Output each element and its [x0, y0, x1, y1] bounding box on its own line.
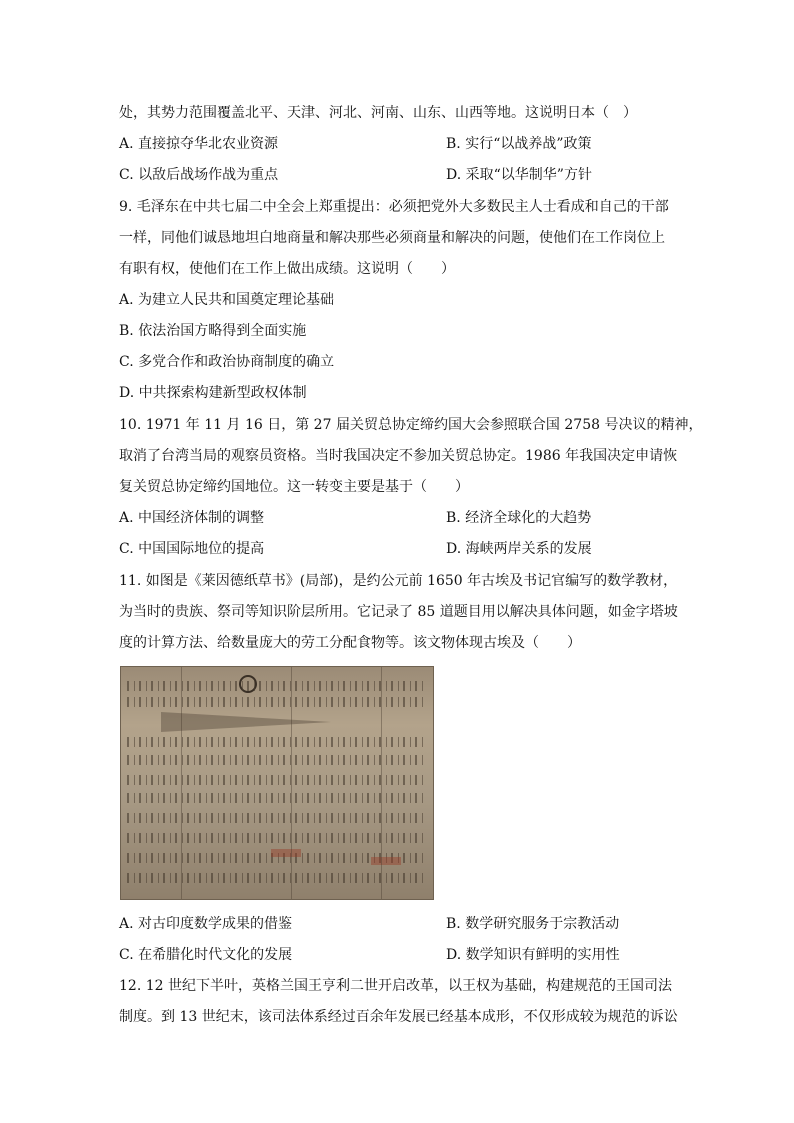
q9-stem-line-1: 9. 毛泽东在中共七届二中全会上郑重提出：必须把党外大多数民主人士看成和自己的干部 — [119, 199, 669, 215]
q9-stem-line-2: 一样，同他们诚恳地坦白地商量和解决那些必须商量和解决的问题，使他们在工作岗位上 — [119, 230, 665, 246]
papyrus-text-row — [127, 833, 427, 843]
q11-option-b: B. 数学研究服务于宗教活动 — [446, 916, 620, 932]
q8-option-a: A. 直接掠夺华北农业资源 — [119, 136, 279, 152]
papyrus-red-ink — [371, 857, 401, 865]
q10-option-d: D. 海峡两岸关系的发展 — [446, 541, 592, 557]
papyrus-triangle-figure — [161, 712, 331, 732]
q9-stem-line-3: 有职有权，使他们在工作上做出成绩。这说明（ ） — [119, 261, 455, 277]
q8-option-d: D. 采取“以华制华”方针 — [446, 167, 592, 183]
papyrus-crease — [291, 667, 292, 899]
q11-stem-line-3: 度的计算方法、给数量庞大的劳工分配食物等。该文物体现古埃及（ ） — [119, 635, 581, 651]
q10-option-c: C. 中国国际地位的提高 — [119, 541, 265, 557]
q11-option-d: D. 数学知识有鲜明的实用性 — [446, 947, 620, 963]
q9-option-b: B. 依法治国方略得到全面实施 — [119, 323, 307, 339]
question-8-stem-tail: 处，其势力范围覆盖北平、天津、河北、河南、山东、山西等地。这说明日本（ ） — [119, 105, 637, 121]
q9-option-c: C. 多党合作和政治协商制度的确立 — [119, 354, 335, 370]
q10-stem-line-1: 10. 1971 年 11 月 16 日，第 27 届关贸总协定缔约国大会参照联合国 2758 号决议的精神， — [119, 417, 703, 433]
q11-option-c: C. 在希腊化时代文化的发展 — [119, 947, 293, 963]
papyrus-text-row — [127, 873, 427, 883]
q9-option-a: A. 为建立人民共和国奠定理论基础 — [119, 292, 335, 308]
q11-stem-line-1: 11. 如图是《莱因德纸草书》(局部)，是约公元前 1650 年古埃及书记官编写的数学教材， — [119, 573, 678, 589]
papyrus-text-row — [127, 793, 427, 803]
q10-stem-line-2: 取消了台湾当局的观察员资格。当时我国决定不参加关贸总协定。1986 年我国决定申请恢 — [119, 448, 678, 464]
q9-option-d: D. 中共探索构建新型政权体制 — [119, 385, 307, 401]
papyrus-text-row — [127, 813, 427, 823]
q10-option-b: B. 经济全球化的大趋势 — [446, 510, 592, 526]
papyrus-crease — [381, 667, 382, 899]
q10-stem-line-3: 复关贸总协定缔约国地位。这一转变主要是基于（ ） — [119, 479, 469, 495]
q10-option-a: A. 中国经济体制的调整 — [119, 510, 265, 526]
q8-option-b: B. 实行“以战养战”政策 — [446, 136, 592, 152]
papyrus-red-ink — [271, 849, 301, 857]
q12-stem-line-1: 12. 12 世纪下半叶，英格兰国王亨利二世开启改革，以王权为基础，构建规范的王国司法 — [119, 978, 672, 994]
q11-stem-line-2: 为当时的贵族、祭司等知识阶层所用。它记录了 85 道题目用以解决具体问题，如金字塔坡 — [119, 604, 678, 620]
q8-option-c: C. 以敌后战场作战为重点 — [119, 167, 279, 183]
papyrus-text-row — [127, 737, 427, 747]
papyrus-text-row — [127, 755, 427, 765]
papyrus-text-row — [127, 681, 427, 691]
papyrus-text-row — [127, 775, 427, 785]
papyrus-text-row — [127, 697, 427, 707]
q11-option-a: A. 对古印度数学成果的借鉴 — [119, 916, 293, 932]
papyrus-crease — [181, 667, 182, 899]
papyrus-image — [120, 666, 434, 900]
q12-stem-line-2: 制度。到 13 世纪末，该司法体系经过百余年发展已经基本成形，不仅形成较为规范的诉讼 — [119, 1009, 678, 1025]
